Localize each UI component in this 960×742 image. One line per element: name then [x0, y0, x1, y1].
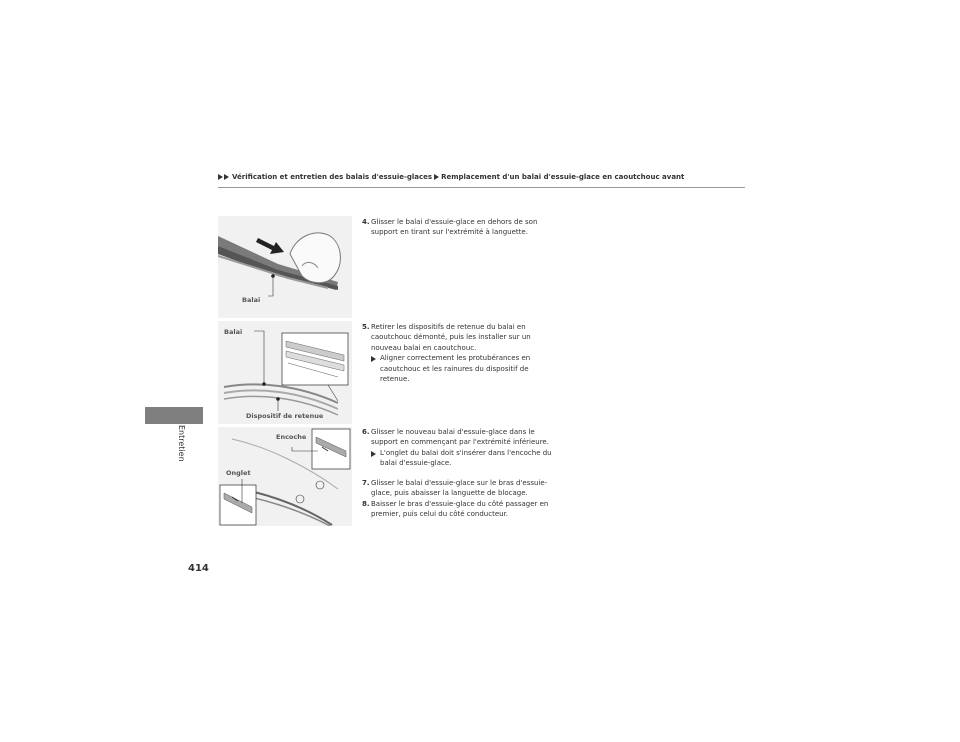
breadcrumb-arrow-icon [434, 174, 439, 180]
figure-blade-removal [218, 216, 352, 318]
step-number: 6. [362, 428, 370, 436]
breadcrumb-arrow-icon [224, 174, 229, 180]
label-balai: Balai [242, 296, 261, 304]
step-6 [362, 427, 552, 469]
figure-blade-insertion [218, 427, 352, 526]
breadcrumb-arrow-icon [218, 174, 223, 180]
step-number: 7. [362, 479, 370, 487]
breadcrumb [218, 173, 684, 181]
label-dispositif-de-retenue: Dispositif de retenue [246, 412, 324, 420]
note-arrow-icon [371, 356, 376, 362]
step-8 [362, 499, 552, 520]
note-text: Aligner correctement les protubérances en caoutchouc et les rainures du dispositif de retenue. [380, 354, 531, 384]
step-5 [362, 322, 552, 384]
note-text: L'onglet du balai doit s'insérer dans l'encoche du balai d'essuie-glace. [380, 448, 552, 468]
breadcrumb-level2: Remplacement d'un balai d'essuie-glace en caoutchouc avant [441, 173, 685, 181]
step-text: Glisser le nouveau balai d'essuie-glace dans le support en commençant par l'extrémité inférieure. [371, 428, 549, 447]
figure-retainers [218, 321, 352, 424]
step-text: Retirer les dispositifs de retenue du balai en caoutchouc démonté, puis les installer sur un nouveau balai en caoutchouc. [371, 323, 531, 352]
section-tab [145, 407, 203, 424]
step-number: 4. [362, 218, 370, 226]
retainer-illustration [218, 321, 352, 424]
label-balai: Balai [224, 328, 243, 336]
step-note [371, 448, 552, 469]
header-rule [218, 187, 745, 188]
label-onglet: Onglet [226, 469, 251, 477]
section-label: Entretien [177, 425, 186, 462]
step-text: Glisser le balai d'essuie-glace en dehors de son support en tirant sur l'extrémité à languette. [371, 218, 538, 237]
blade-removal-illustration [218, 216, 352, 318]
label-encoche: Encoche [276, 433, 307, 441]
note-arrow-icon [371, 451, 376, 457]
step-4 [362, 217, 552, 238]
step-7 [362, 478, 552, 499]
step-text: Baisser le bras d'essuie-glace du côté passager en premier, puis celui du côté conducteur. [371, 500, 549, 519]
breadcrumb-level1[interactable]: Vérification et entretien des balais d'essuie-glaces [232, 173, 433, 181]
step-text: Glisser le balai d'essuie-glace sur le bras d'essuie-glace, puis abaisser la languette de blocage. [371, 479, 548, 498]
page-number: 414 [188, 563, 209, 574]
step-note [371, 353, 552, 384]
step-number: 5. [362, 323, 370, 331]
step-number: 8. [362, 500, 370, 508]
